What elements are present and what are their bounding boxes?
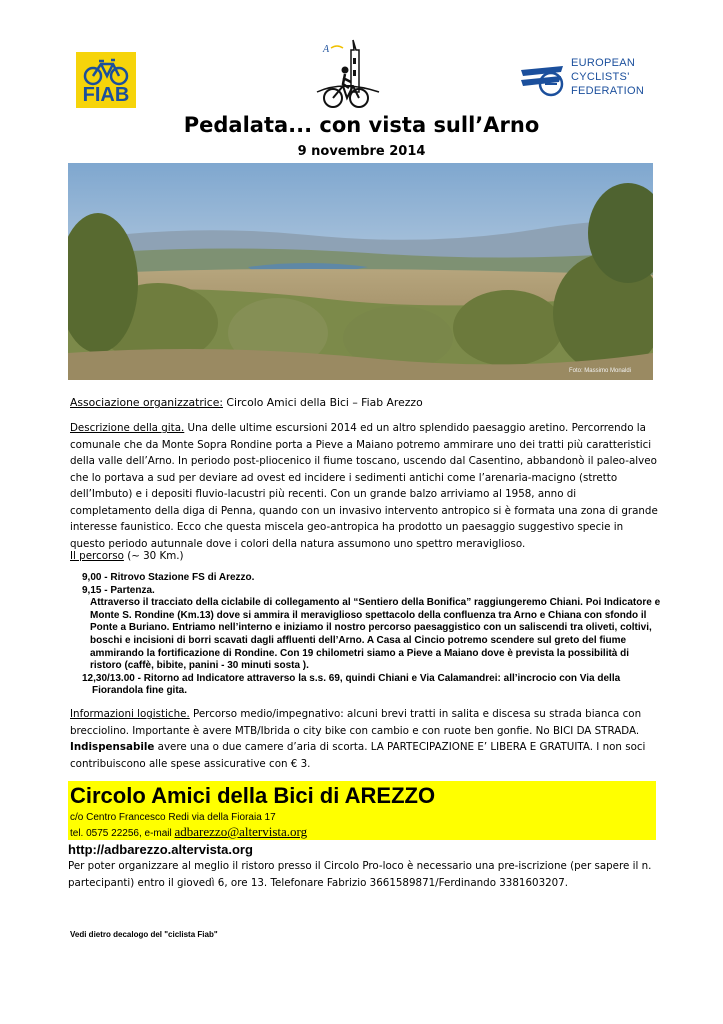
description-text: Una delle ultime escursioni 2014 ed un altro splendido paesaggio aretino. Percorrendo la comunale che da Monte Sopra Rondine porta a Pieve a Maiano potremo ammirare uno dei tratti più caratteristici della valle dell’Arno. In periodo post-pliocenico il fiume toscano, uscendo dal Casentino, abbandonò il paleo-alveo che lo portava a sud per deviare ad ovest ed incidere i sedimenti antichi come l’arenaria-macigno (stretto dell’Imbuto) e i depositi fluvio-lacustri più recenti. Con un grande balzo arriviamo al 1958, anno di completamento della diga di Penna, quando con un invasivo intervento antropico si è formata una zona di grande interesse faunistico. Ecco che questa miscela geo-antropica ha prodotto un paesaggio suggestivo specie in questo periodo autunnale dove i colori della natura assumono uno spettro meraviglioso.	[70, 422, 658, 550]
ecf-line-2: CYCLISTS'	[571, 71, 630, 83]
club-address: c/o Centro Francesco Redi via della Fioraia 17	[70, 812, 276, 823]
association-value: Circolo Amici della Bici – Fiab Arezzo	[223, 396, 423, 409]
landscape-image	[68, 163, 653, 380]
schedule-item: 9,15 - Partenza.	[82, 584, 155, 596]
landscape-photo	[68, 163, 653, 380]
club-website[interactable]: http://adbarezzo.altervista.org	[68, 842, 253, 857]
club-tel: tel. 0575 22256, e-mail	[70, 828, 175, 839]
bicycle-icon	[82, 58, 130, 86]
logistics-paragraph	[70, 706, 660, 772]
schedule-item-return: 12,30/13.00 - Ritorno ad Indicatore attraverso la s.s. 69, quindi Chiani e Via Calamandrei: all’incrocio con Via della Fiorandola fine gita.	[82, 672, 621, 697]
logistics-text-2: avere una o due camere d’aria di scorta. LA PARTECIPAZIONE E’ LIBERA E GRATUITA. I non soci contribuiscono alle spese assicurative con € 3.	[70, 741, 646, 770]
event-date: 9 novembre 2014	[297, 144, 426, 159]
ecf-line-1: EUROPEAN	[571, 57, 636, 69]
club-name: Circolo Amici della Bici di AREZZO	[70, 783, 436, 808]
schedule-item: 9,00 - Ritrovo Stazione FS di Arezzo.	[82, 572, 255, 583]
description-label: Descrizione della gita.	[70, 422, 185, 434]
description-paragraph	[70, 420, 660, 552]
route-distance: (~ 30 Km.)	[123, 550, 184, 562]
footer-note: Vedi dietro decalogo del "ciclista Fiab"	[70, 930, 218, 939]
logistics-bold: Indispensabile	[70, 741, 155, 753]
schedule-item	[82, 673, 662, 698]
registration-paragraph: Per poter organizzare al meglio il ristoro presso il Circolo Pro-loco è necessario una pre-iscrizione (per sapere il n. partecipanti) entro il giovedì 6, ore 13. Telefonare Fabrizio 3661589871/Ferdinando 3381603207.	[68, 860, 652, 889]
route-label: Il percorso	[70, 550, 124, 562]
route-heading	[70, 548, 184, 565]
cyclist-tower-icon	[313, 36, 385, 112]
schedule-item: Attraverso il tracciato della ciclabile di collegamento al “Sentiero della Bonifica” raggiungeremo Chiani. Poi Indicatore e Monte S. Rondine (Km.13) dove si ammira il meraviglioso spettacolo della confluenza tra Arno e Chiana con sfondo il Ponte a Buriano. Entriamo nell’interno e iniziamo il nostro percorso paesaggistico con un saliscendi tra oliveti, coltivi, boschi e incisioni di borri scavati dagli affluenti dell’Arno. A Casa al Cincio potremo scendere sul greto del fiume ammirando la fortificazione di Rondine. Con 19 chilometri siamo a Pieve a Maiano dove è prevista la possibilità di ristoro (caffè, bibite, panini - 30 minuti sosta ).	[90, 597, 661, 672]
ecf-emblem-icon	[517, 60, 567, 100]
photo-credit: Foto: Massimo Monaldi	[568, 368, 631, 374]
fiab-logo	[76, 52, 136, 108]
ecf-line-3: FEDERATION	[571, 85, 645, 97]
club-box	[68, 781, 656, 840]
association-label: Associazione organizzatrice:	[70, 396, 223, 409]
fiab-logo-text: FIAB	[82, 84, 130, 106]
svg-text:A: A	[323, 44, 330, 55]
page-title: Pedalata... con vista sull’Arno	[183, 113, 540, 137]
club-email-link[interactable]: adbarezzo@altervista.org	[174, 824, 308, 839]
association-line	[70, 395, 423, 412]
ecf-logo	[517, 56, 647, 106]
route-schedule	[82, 572, 662, 698]
logistics-text-1: Percorso medio/impegnativo: alcuni brevi tratti in salita e discesa su strada bianca con brecciolino. Importante è avere MTB/Ibrida o city bike con cambio e con ruote ben gonfie. No BICI DA STRADA.	[70, 708, 642, 737]
club-contact	[70, 824, 307, 841]
club-logo	[313, 36, 385, 112]
logistics-label: Informazioni logistiche.	[70, 708, 190, 720]
